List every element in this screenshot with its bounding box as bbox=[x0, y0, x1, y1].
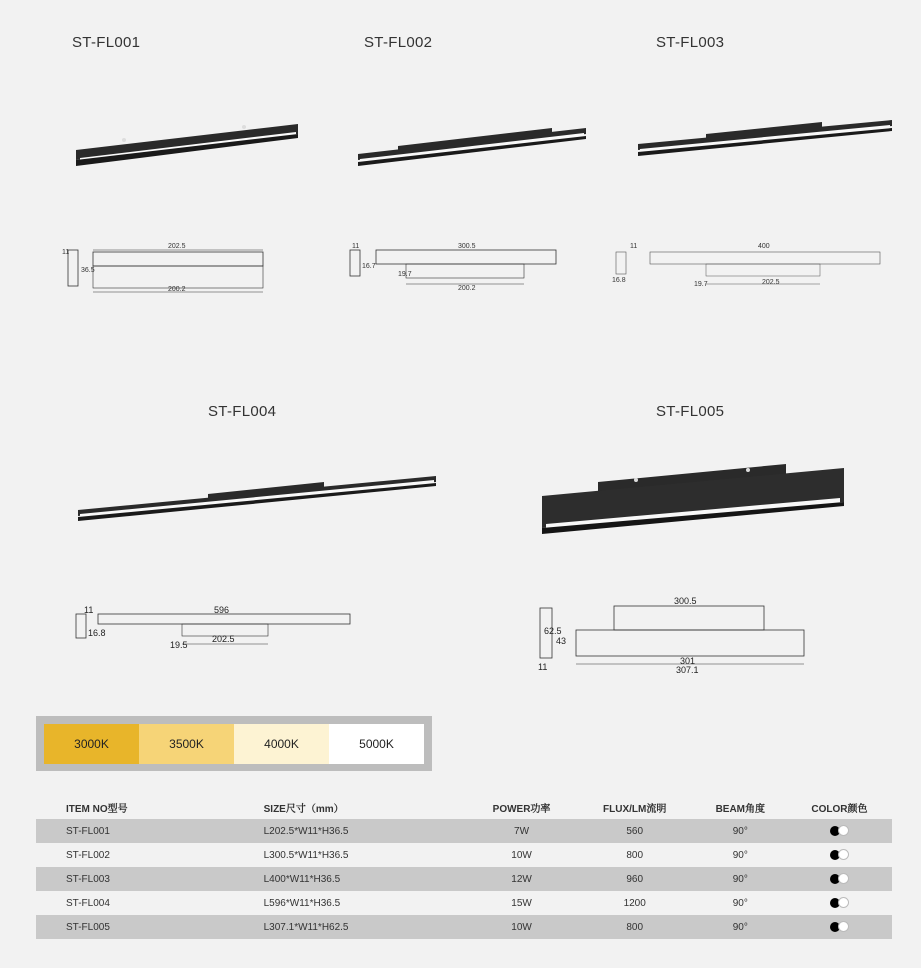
svg-text:200.2: 200.2 bbox=[458, 285, 476, 292]
fl002-drawing bbox=[346, 242, 566, 298]
cell-size: L307.1*W11*H62.5 bbox=[204, 915, 468, 939]
svg-text:19.5: 19.5 bbox=[170, 640, 188, 650]
svg-text:11: 11 bbox=[84, 605, 94, 615]
cell-flux: 560 bbox=[576, 819, 694, 843]
cell-flux: 800 bbox=[626, 849, 644, 861]
product-label-fl004: ST-FL004 bbox=[208, 403, 277, 420]
header-size: SIZE尺寸（mm） bbox=[263, 803, 344, 815]
cell-item: ST-FL003 bbox=[36, 867, 204, 891]
svg-text:300.5: 300.5 bbox=[458, 243, 476, 250]
cell-power: 15W bbox=[511, 897, 532, 909]
svg-text:400: 400 bbox=[758, 243, 770, 250]
cell-beam: 90° bbox=[694, 819, 787, 843]
fl001-product-image bbox=[74, 118, 300, 174]
product-label-fl005: ST-FL005 bbox=[656, 403, 725, 420]
fl005-product-image bbox=[540, 462, 846, 538]
svg-text:596: 596 bbox=[214, 605, 230, 615]
cell-power: 10W bbox=[511, 849, 532, 861]
cell-beam: 90° bbox=[732, 849, 748, 861]
svg-text:36.5: 36.5 bbox=[81, 267, 95, 274]
white-dot-icon bbox=[838, 897, 849, 908]
white-dot-icon bbox=[838, 921, 849, 932]
cell-item: ST-FL001 bbox=[36, 819, 204, 843]
spec-table bbox=[36, 795, 892, 939]
cell-size: L300.5*W11*H36.5 bbox=[263, 849, 349, 861]
svg-text:19.7: 19.7 bbox=[694, 281, 708, 288]
cell-item: ST-FL005 bbox=[36, 915, 204, 939]
cell-size: L202.5*W11*H36.5 bbox=[204, 819, 468, 843]
svg-text:16.8: 16.8 bbox=[88, 628, 106, 638]
svg-text:16.7: 16.7 bbox=[362, 263, 376, 270]
svg-text:11: 11 bbox=[62, 249, 70, 256]
cell-flux: 800 bbox=[576, 915, 694, 939]
svg-text:16.8: 16.8 bbox=[612, 277, 626, 284]
svg-text:307.1: 307.1 bbox=[676, 665, 699, 675]
table-row bbox=[36, 891, 892, 915]
header-beam: BEAM角度 bbox=[715, 803, 766, 815]
cell-beam: 90° bbox=[694, 915, 787, 939]
cell-item: ST-FL002 bbox=[66, 849, 110, 861]
header-flux: FLUX/LM流明 bbox=[603, 803, 667, 815]
table-row bbox=[36, 915, 892, 939]
svg-text:202.5: 202.5 bbox=[168, 243, 186, 250]
white-dot-icon bbox=[838, 849, 849, 860]
cct-swatch-4000k: 4000K bbox=[234, 724, 329, 764]
cell-color bbox=[787, 819, 892, 843]
fl003-product-image bbox=[636, 116, 894, 160]
header-color: COLOR颜色 bbox=[811, 803, 868, 815]
cell-beam: 90° bbox=[732, 897, 748, 909]
cct-swatch-bar bbox=[36, 716, 432, 771]
cct-swatch-5000k: 5000K bbox=[329, 724, 424, 764]
cell-beam: 90° bbox=[694, 867, 787, 891]
svg-text:202.5: 202.5 bbox=[212, 634, 235, 644]
table-row bbox=[36, 819, 892, 843]
table-row bbox=[36, 867, 892, 891]
cell-color bbox=[787, 915, 892, 939]
fl003-drawing bbox=[612, 240, 888, 296]
cell-power: 7W bbox=[467, 819, 575, 843]
cell-size: L596*W11*H36.5 bbox=[263, 897, 341, 909]
fl001-drawing bbox=[60, 240, 280, 300]
cell-item: ST-FL004 bbox=[66, 897, 110, 909]
cell-power: 12W bbox=[467, 867, 575, 891]
product-label-fl002: ST-FL002 bbox=[364, 34, 433, 51]
svg-text:11: 11 bbox=[538, 662, 548, 672]
product-label-fl001: ST-FL001 bbox=[72, 34, 141, 51]
header-item-no: ITEM NO型号 bbox=[66, 803, 128, 815]
cell-power: 10W bbox=[467, 915, 575, 939]
product-label-fl003: ST-FL003 bbox=[656, 34, 725, 51]
svg-text:11: 11 bbox=[630, 243, 638, 250]
white-dot-icon bbox=[838, 873, 849, 884]
header-power: POWER功率 bbox=[492, 803, 551, 815]
svg-text:202.5: 202.5 bbox=[762, 279, 780, 286]
fl005-drawing bbox=[534, 594, 814, 674]
svg-text:301: 301 bbox=[680, 656, 696, 666]
cell-size: L400*W11*H36.5 bbox=[204, 867, 468, 891]
cell-color bbox=[787, 843, 892, 867]
svg-text:62.5: 62.5 bbox=[544, 626, 562, 636]
svg-text:300.5: 300.5 bbox=[674, 596, 697, 606]
svg-text:19.7: 19.7 bbox=[398, 271, 412, 278]
table-header-row bbox=[36, 795, 892, 819]
white-dot-icon bbox=[838, 825, 849, 836]
cct-swatch-3000k: 3000K bbox=[44, 724, 139, 764]
cell-color bbox=[787, 867, 892, 891]
fl002-product-image bbox=[356, 122, 588, 170]
fl004-product-image bbox=[76, 472, 438, 522]
fl004-drawing bbox=[70, 604, 360, 654]
svg-text:11: 11 bbox=[352, 243, 360, 250]
cell-flux: 960 bbox=[576, 867, 694, 891]
table-row bbox=[36, 843, 892, 867]
cell-color bbox=[787, 891, 892, 915]
svg-text:200.2: 200.2 bbox=[168, 286, 186, 293]
cell-flux: 1200 bbox=[623, 897, 646, 909]
svg-text:43: 43 bbox=[556, 636, 567, 646]
cct-swatch-3500k: 3500K bbox=[139, 724, 234, 764]
